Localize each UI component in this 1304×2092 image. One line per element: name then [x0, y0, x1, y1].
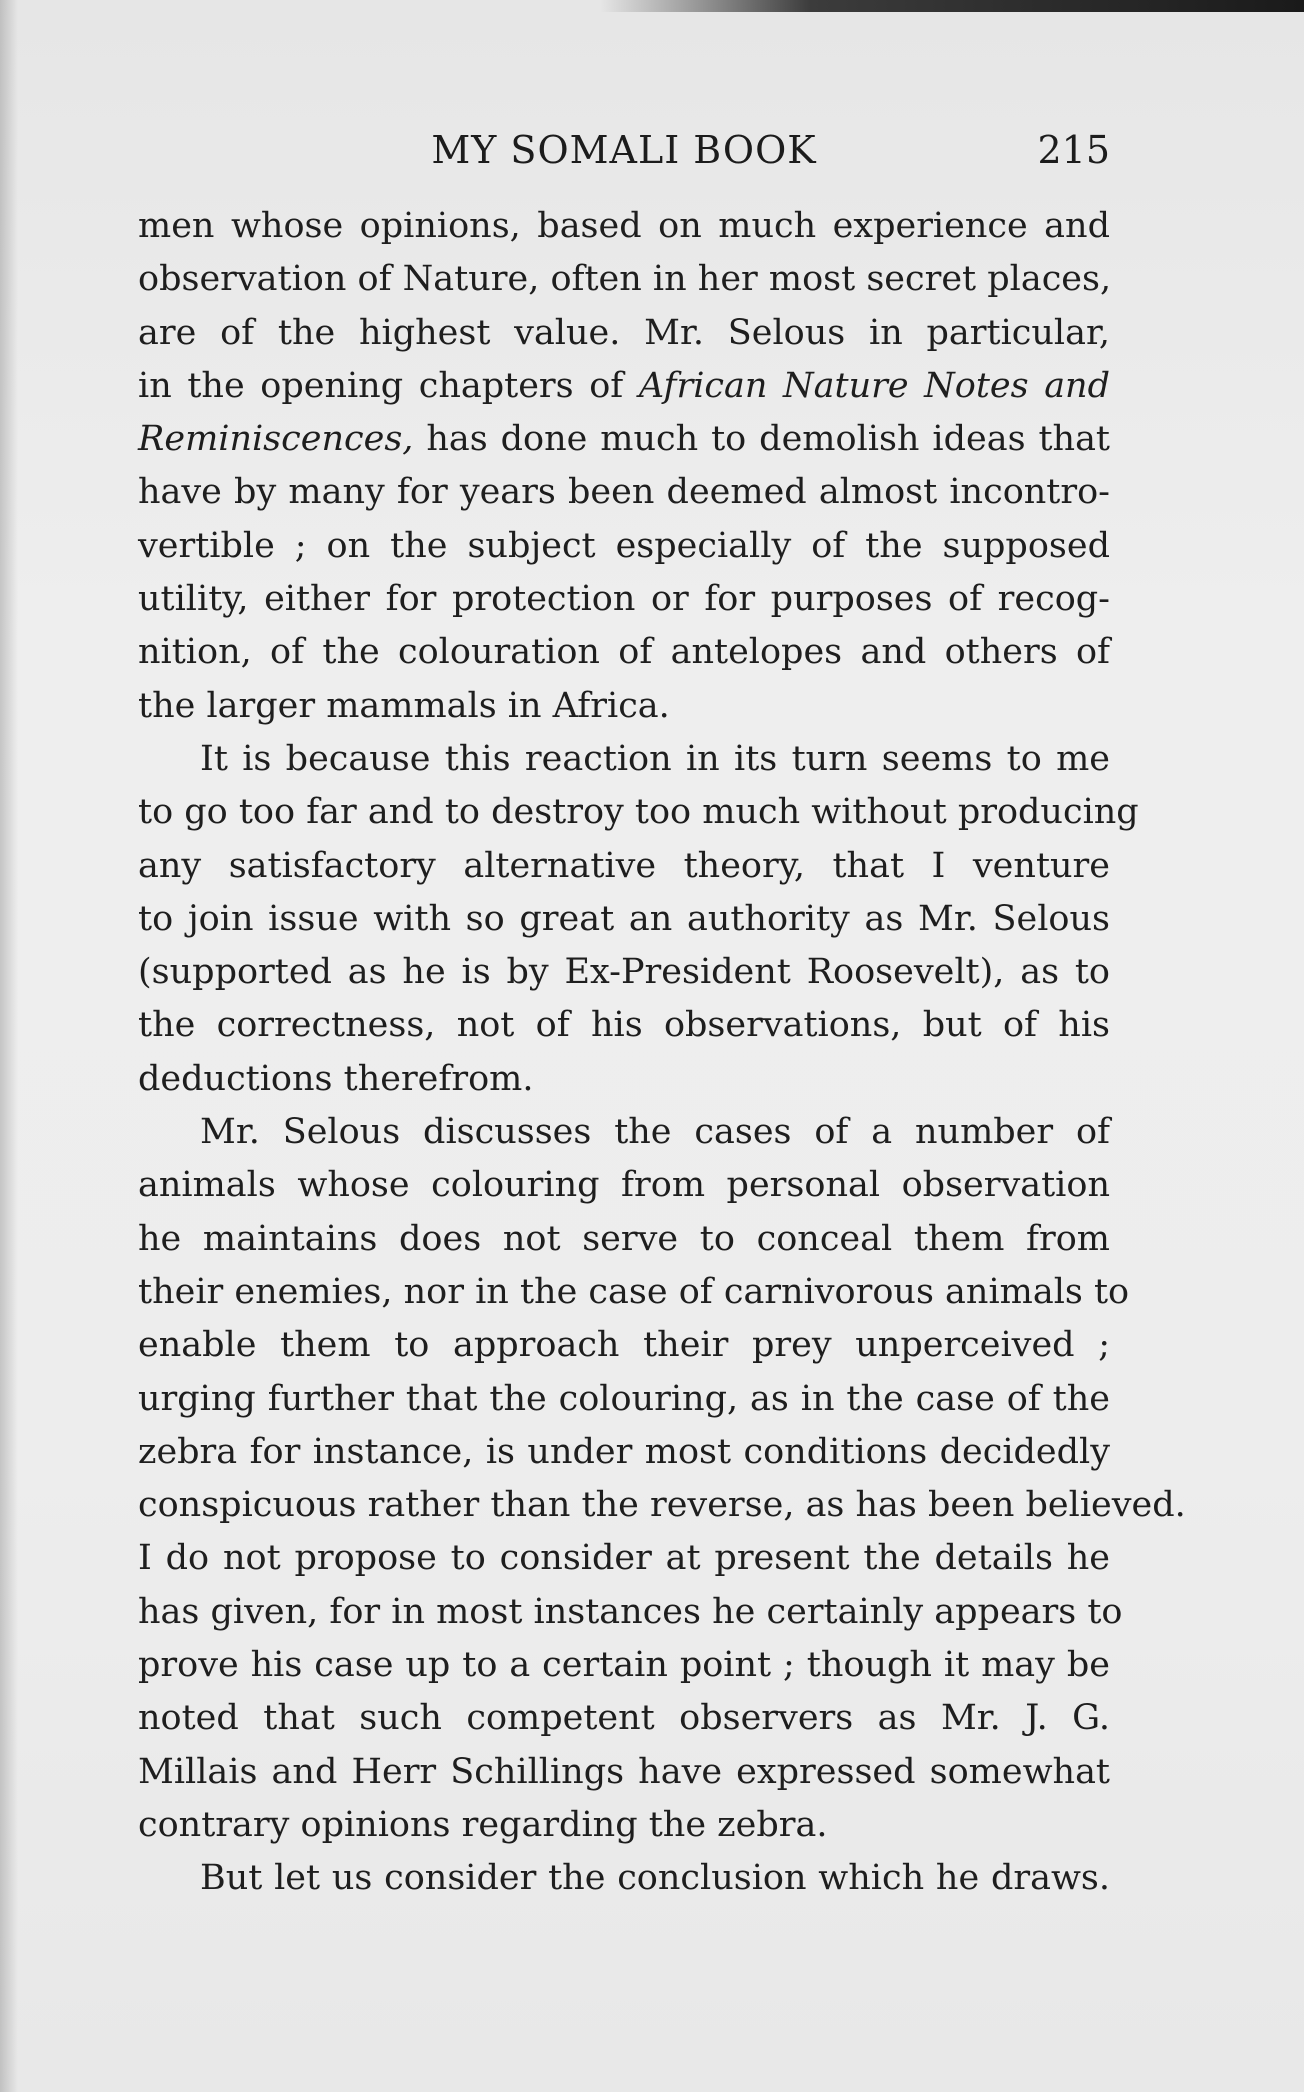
text-line: [138, 1692, 1110, 1745]
text-line: [138, 946, 1110, 999]
text-segment: I do not propose to consider at present the details he: [138, 1538, 1110, 1579]
text-line: [138, 1213, 1110, 1266]
page-header: [138, 128, 1110, 178]
running-title: MY SOMALI BOOK: [431, 128, 817, 172]
text-line: [138, 626, 1110, 679]
text-line: [138, 1159, 1110, 1212]
text-segment: animals whose colouring from personal observation: [138, 1165, 1110, 1206]
text-line: [138, 893, 1110, 946]
text-segment: are of the highest value. Mr. Selous in particular,: [138, 312, 1110, 353]
text-line: [138, 1373, 1110, 1426]
text-line: [138, 1479, 1186, 1532]
italic-title-text: Reminiscences,: [138, 419, 414, 460]
text-segment: conspicuous rather than the reverse, as has been believed.: [138, 1485, 1186, 1526]
text-line: [138, 1799, 1110, 1852]
text-segment: he maintains does not serve to conceal them from: [138, 1218, 1110, 1259]
text-segment: observation of Nature, often in her most secret places,: [138, 259, 1112, 300]
text-segment: in the opening chapters of: [138, 365, 639, 406]
text-line: [138, 573, 1110, 626]
text-segment: zebra for instance, is under most conditions decidedly: [138, 1431, 1110, 1472]
scan-top-edge-shadow: [600, 0, 1304, 12]
text-segment: has given, for in most instances he certainly appears to: [138, 1591, 1123, 1632]
text-line: [138, 520, 1110, 573]
text-segment: nition, of the colouration of antelopes and others of: [138, 632, 1110, 673]
text-segment: their enemies, nor in the case of carnivorous animals to: [138, 1271, 1130, 1312]
text-line: [138, 200, 1110, 253]
text-segment: contrary opinions regarding the zebra.: [138, 1804, 828, 1845]
text-segment: have by many for years been deemed almost incontro-: [138, 472, 1110, 513]
text-line: [138, 1852, 1110, 1905]
italic-title-text: African Nature Notes and: [638, 365, 1111, 406]
text-line: [138, 786, 1139, 839]
text-segment: enable them to approach their prey unperceived ;: [138, 1325, 1110, 1366]
text-segment: urging further that the colouring, as in the case of the: [138, 1378, 1110, 1419]
text-line: [138, 413, 1110, 466]
text-segment: has done much to demolish ideas that: [413, 419, 1110, 460]
text-line: [138, 360, 1110, 413]
text-segment: noted that such competent observers as Mr. J. G.: [138, 1698, 1110, 1739]
text-segment: (supported as he is by Ex-President Roosevelt), as to: [138, 952, 1110, 993]
text-segment: the correctness, not of his observations, but of his: [138, 1005, 1110, 1046]
text-line: [138, 999, 1110, 1052]
text-segment: Millais and Herr Schillings have expressed somewhat: [138, 1751, 1110, 1792]
text-line: [138, 1586, 1123, 1639]
text-line: [138, 1106, 1110, 1159]
text-line: [138, 1746, 1110, 1799]
text-segment: But let us consider the conclusion which he draws.: [200, 1858, 1110, 1899]
text-segment: any satisfactory alternative theory, that I venture: [138, 845, 1110, 886]
text-line: [138, 680, 1110, 733]
text-segment: Mr. Selous discusses the cases of a number of: [200, 1112, 1110, 1153]
text-line: [138, 733, 1110, 786]
text-line: [138, 1053, 1110, 1106]
body-text: [138, 200, 1186, 1906]
text-segment: men whose opinions, based on much experience and: [138, 206, 1110, 246]
text-line: [138, 1532, 1110, 1585]
text-line: [138, 253, 1110, 306]
text-line: [138, 307, 1110, 360]
text-segment: It is because this reaction in its turn seems to me: [200, 738, 1110, 779]
text-line: [138, 1319, 1110, 1372]
text-line: [138, 466, 1110, 519]
text-line: [138, 840, 1110, 893]
page-number: 215: [1037, 128, 1110, 172]
scan-left-edge-shadow: [0, 0, 18, 2092]
text-segment: utility, either for protection or for purposes of recog-: [138, 579, 1110, 620]
text-segment: the larger mammals in Africa.: [138, 685, 670, 726]
text-segment: to go too far and to destroy too much without producing: [138, 792, 1139, 833]
text-line: [138, 1639, 1110, 1692]
text-line: [138, 1266, 1130, 1319]
text-segment: deductions therefrom.: [138, 1058, 534, 1099]
text-segment: vertible ; on the subject especially of the supposed: [138, 525, 1110, 566]
text-line: [138, 1426, 1110, 1479]
text-segment: prove his case up to a certain point ; though it may be: [138, 1645, 1110, 1686]
text-segment: to join issue with so great an authority as Mr. Selous: [138, 898, 1110, 939]
